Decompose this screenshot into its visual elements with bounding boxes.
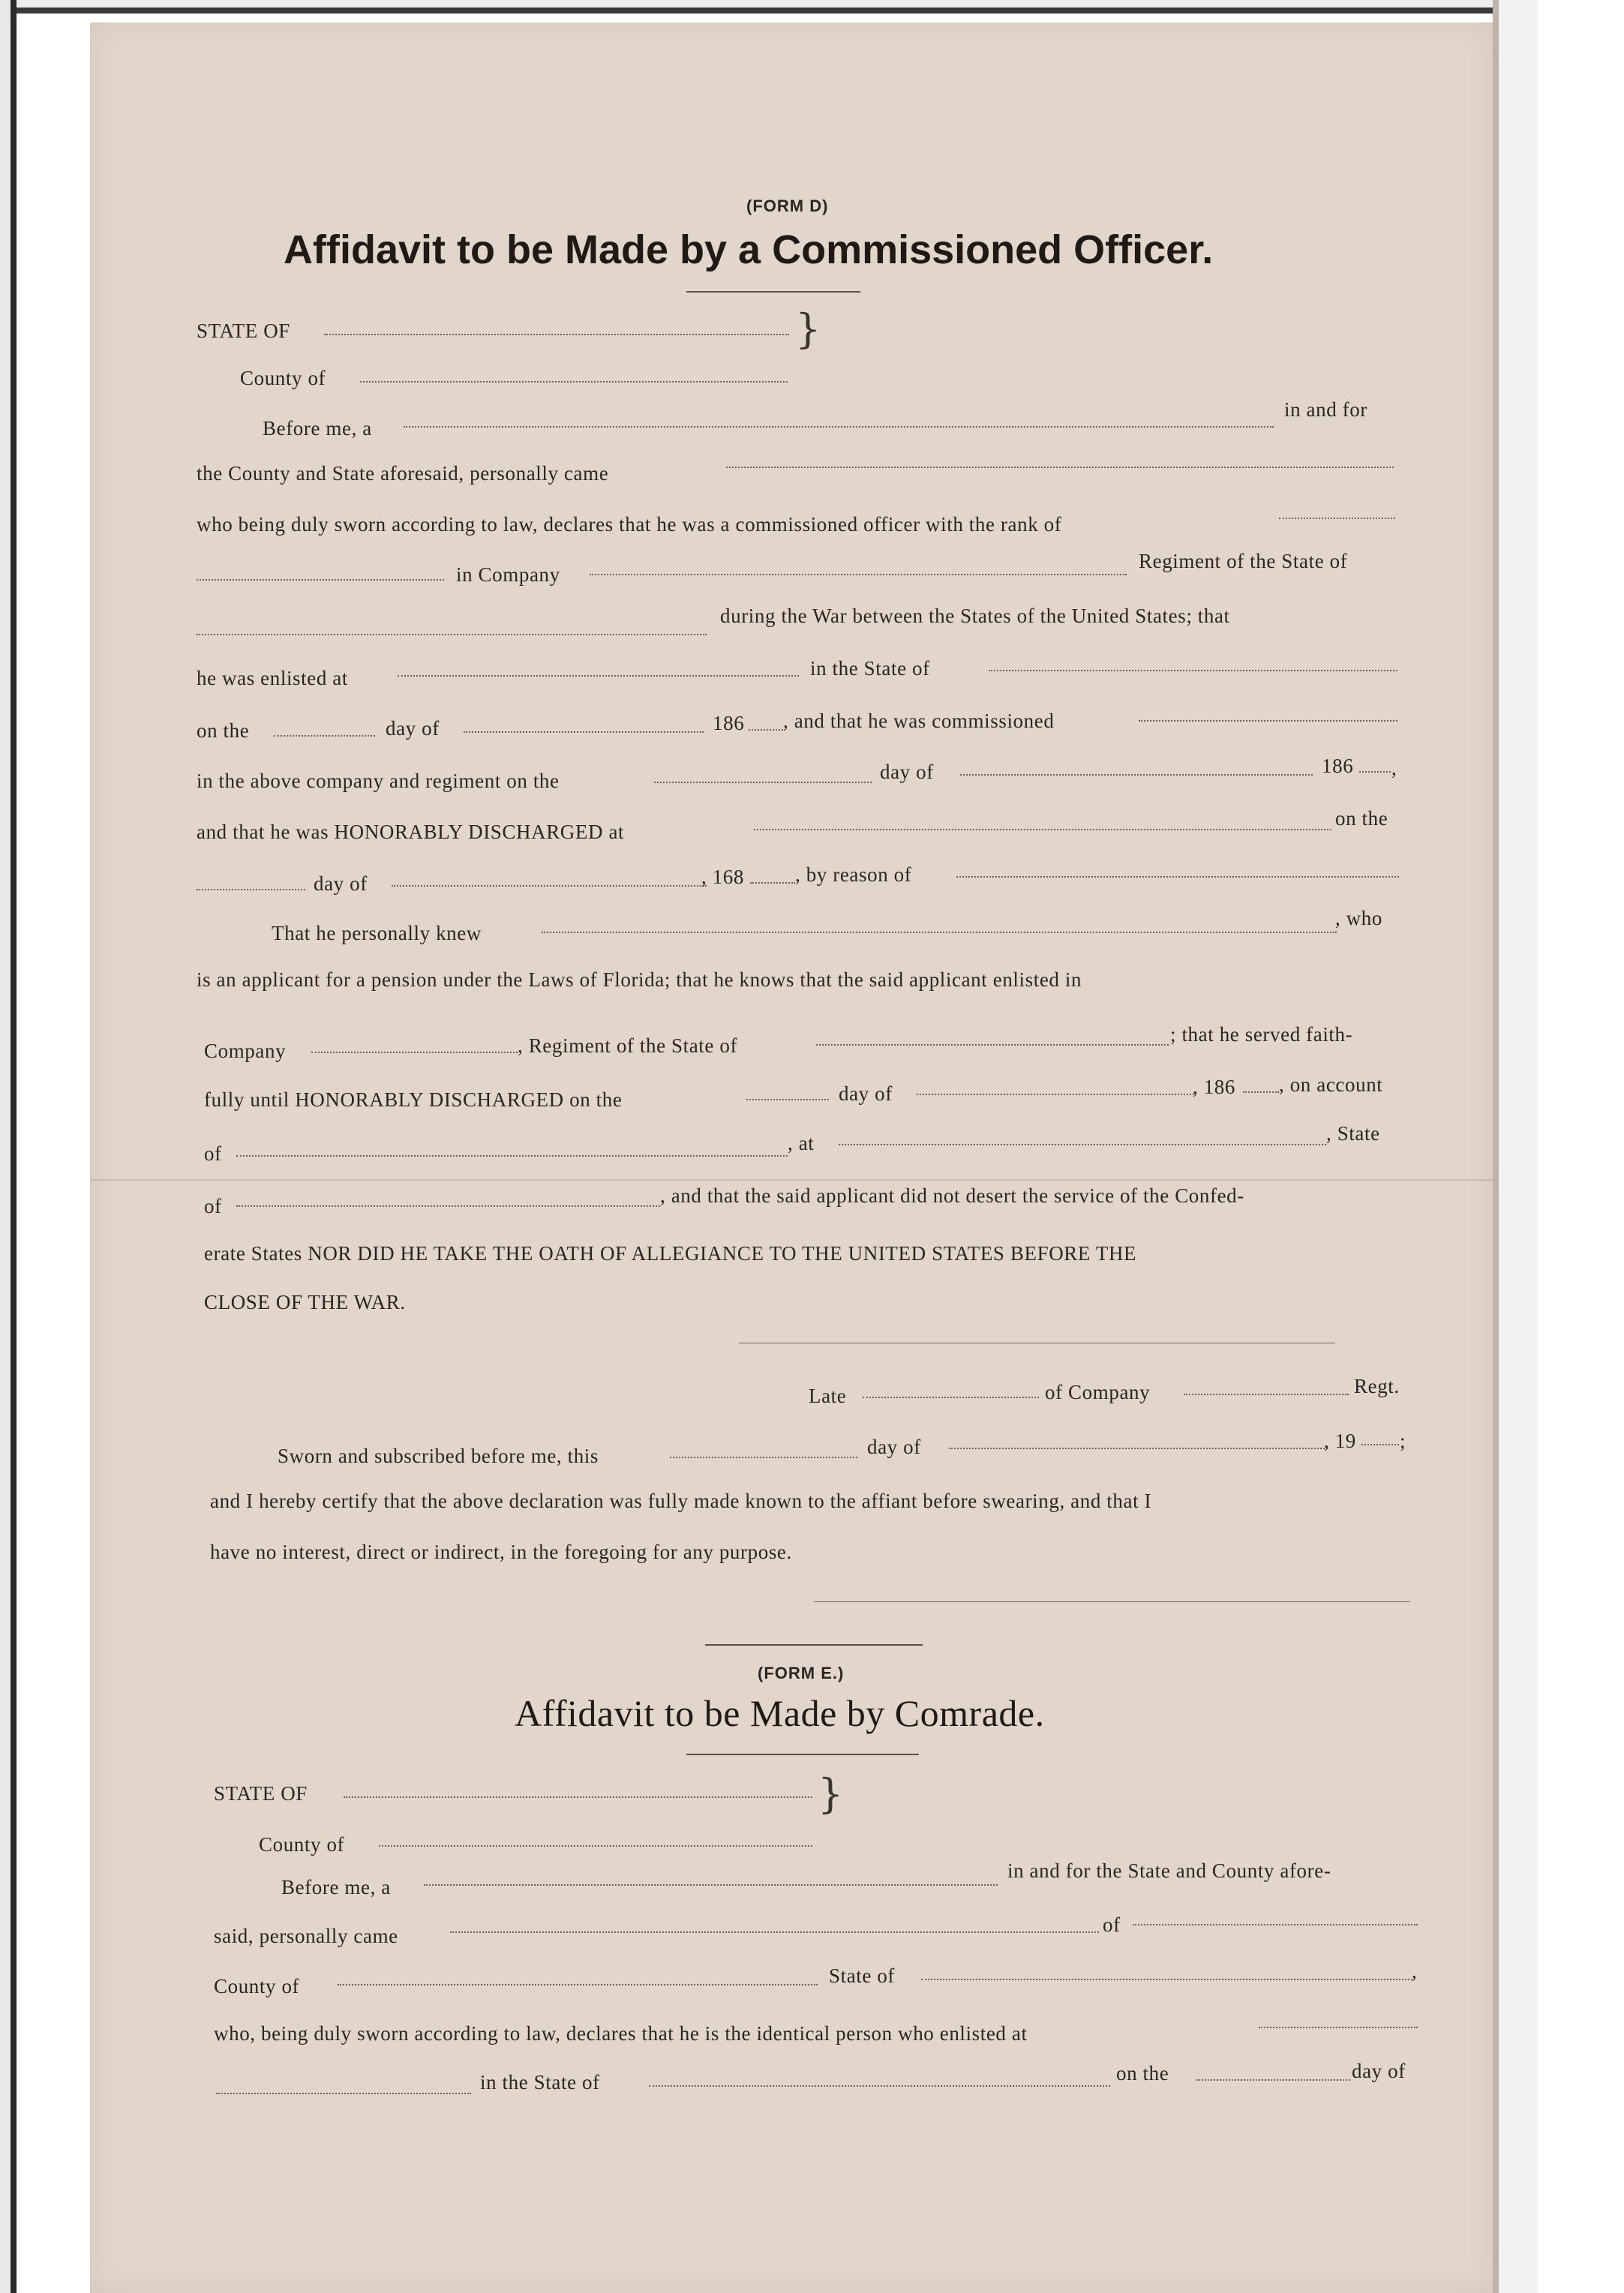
final-discharge-month-field[interactable] — [917, 1094, 1194, 1095]
sworn-year-field[interactable] — [1361, 1444, 1399, 1445]
discharge-month-field[interactable] — [392, 885, 707, 887]
rank-field[interactable] — [1279, 518, 1395, 519]
day-of-label-4: day of — [839, 1082, 893, 1105]
on-account-text: , on account — [1279, 1073, 1383, 1096]
form-e-on-the-label: on the — [1116, 2062, 1169, 2084]
state-field[interactable] — [324, 334, 789, 335]
enlist-month-field[interactable] — [464, 731, 704, 733]
enlist-day-field[interactable] — [274, 735, 375, 737]
served-faith-text: ; that he served faith- — [1170, 1023, 1353, 1046]
discharge-year-field[interactable] — [750, 882, 795, 884]
form-e-enlist-day-field[interactable] — [1196, 2079, 1350, 2081]
officer-signature-line[interactable] — [814, 1601, 1410, 1602]
affiant-name-field[interactable] — [726, 467, 1394, 468]
above-company-text: in the above company and regiment on the — [197, 770, 560, 792]
applicant-regiment-field[interactable] — [816, 1044, 1169, 1046]
year-19-label: , 19 — [1324, 1430, 1356, 1452]
late-rank-field[interactable] — [863, 1397, 1039, 1398]
day-of-label-5: day of — [867, 1436, 921, 1458]
applicant-name-field[interactable] — [542, 932, 1337, 933]
form-e-county-of-label-2: County of — [214, 1975, 300, 1997]
discharge-day-field[interactable] — [197, 889, 305, 890]
form-e-comrade-name-field[interactable] — [450, 1931, 1099, 1933]
enlisted-state-field[interactable] — [989, 670, 1397, 671]
late-company-field[interactable] — [1184, 1394, 1349, 1395]
county-field[interactable] — [360, 381, 788, 383]
no-interest-text: have no interest, direct or indirect, in the foregoing for any purpose. — [210, 1541, 792, 1563]
enlisted-at-label: he was enlisted at — [197, 667, 348, 689]
form-e-officer-title-field[interactable] — [424, 1884, 998, 1886]
discharge-place-field[interactable] — [839, 1144, 1326, 1145]
form-e-duly-sworn-text: who, being duly sworn according to law, declares that he is the identical person who enlisted at — [214, 2022, 1028, 2045]
state-name-field[interactable] — [236, 1205, 660, 1207]
discharged-at-field[interactable] — [754, 829, 1331, 830]
form-e-said-came-text: said, personally came — [214, 1925, 398, 1947]
close-of-war-text: CLOSE OF THE WAR. — [204, 1291, 406, 1313]
of-label-1: of — [204, 1142, 222, 1165]
certify-line-text: and I hereby certify that the above declaration was fully made known to the affiant before swearing, and that I — [210, 1490, 1152, 1512]
form-e-enlisted-place-field[interactable] — [216, 2093, 471, 2094]
commission-day-field[interactable] — [654, 782, 872, 783]
final-discharge-day-field[interactable] — [746, 1099, 829, 1100]
bracket-brace: } — [795, 305, 821, 353]
commissioned-text: , and that he was commissioned — [783, 710, 1055, 732]
document-sheet — [90, 23, 1493, 2293]
county-of-label: County of — [240, 367, 326, 389]
sworn-day-field[interactable] — [670, 1457, 857, 1458]
honorably-discharged-text: and that he was HONORABLY DISCHARGED at — [197, 821, 625, 843]
state-of-label: STATE OF — [197, 320, 290, 342]
year-186-label-2: 186 — [1322, 755, 1354, 777]
sworn-month-field[interactable] — [949, 1448, 1328, 1449]
form-e-enlisted-at-field[interactable] — [1259, 2027, 1418, 2028]
form-e-county-field-2[interactable] — [338, 1984, 818, 1985]
form-e-residence-field[interactable] — [1133, 1924, 1418, 1925]
form-e-in-and-for-text: in and for the State and County afore- — [1007, 1859, 1331, 1882]
scan-border-top — [0, 0, 1624, 14]
company-field[interactable] — [590, 574, 1127, 575]
form-e-comma-text: , — [1412, 1960, 1418, 1982]
year-186-label: 186 — [713, 712, 745, 734]
company-label: Company — [204, 1040, 287, 1062]
applicant-company-field[interactable] — [311, 1052, 518, 1053]
regiment-state-label: Regiment of the State of — [1139, 550, 1348, 572]
form-e-day-of-label: day of — [1352, 2060, 1406, 2082]
of-label-2: of — [204, 1195, 222, 1217]
fully-until-text: fully until HONORABLY DISCHARGED on the — [204, 1088, 623, 1111]
in-company-label: in Company — [456, 563, 560, 586]
year-186-label-3: , 186 — [1193, 1076, 1235, 1098]
rank-continued-field[interactable] — [197, 579, 444, 581]
sworn-subscribed-text: Sworn and subscribed before me, this — [278, 1445, 599, 1467]
of-company-label: of Company — [1045, 1381, 1151, 1403]
form-d-title: Affidavit to be Made by a Commissioned Officer. — [284, 227, 1214, 272]
form-e-county-field[interactable] — [379, 1845, 812, 1847]
form-e-state-of-label-2: State of — [829, 1964, 896, 1987]
at-label: , at — [788, 1132, 815, 1154]
form-e-of-label: of — [1103, 1913, 1121, 1936]
scan-border-left — [0, 0, 17, 2293]
commission-field[interactable] — [1139, 720, 1397, 722]
on-account-of-field[interactable] — [236, 1155, 788, 1157]
late-label: Late — [809, 1385, 847, 1407]
form-d-label: (FORM D) — [746, 197, 829, 215]
personally-knew-text: That he personally knew — [272, 922, 482, 944]
applicant-line-text: is an applicant for a pension under the Laws of Florida; that he knows that the said applicant enlisted in — [197, 968, 1082, 991]
erate-states-text: erate States NOR DID HE TAKE THE OATH OF ALLEGIANCE TO THE UNITED STATES BEFORE THE — [204, 1242, 1137, 1265]
form-e-title: Affidavit to be Made by Comrade. — [515, 1692, 1045, 1734]
scan-border-right — [1493, 0, 1624, 2293]
county-state-came-text: the County and State aforesaid, personally came — [197, 462, 609, 485]
on-the-label: on the — [197, 719, 250, 742]
final-discharge-year-field[interactable] — [1243, 1091, 1279, 1093]
form-e-bracket-brace: } — [818, 1770, 844, 1817]
form-e-top-rule — [705, 1644, 923, 1646]
commission-year-field[interactable] — [1359, 771, 1391, 773]
form-e-state-field[interactable] — [344, 1796, 812, 1798]
form-e-state-field-2[interactable] — [921, 1979, 1412, 1980]
state-text: , State — [1326, 1122, 1380, 1145]
commission-month-field[interactable] — [960, 774, 1313, 776]
semicolon-text: ; — [1400, 1430, 1406, 1452]
regt-label: Regt. — [1354, 1375, 1400, 1397]
during-war-text: during the War between the States of the United States; that — [720, 605, 1230, 627]
not-desert-text: , and that the said applicant did not desert the service of the Confed- — [660, 1184, 1244, 1207]
day-of-label-2: day of — [880, 761, 934, 783]
form-e-in-state-of-label: in the State of — [480, 2071, 600, 2093]
day-of-label-3: day of — [314, 872, 368, 895]
form-e-state-of-label: STATE OF — [214, 1782, 308, 1805]
duly-sworn-text: who being duly sworn according to law, declares that he was a commissioned officer with the rank of — [197, 513, 1062, 536]
state-regiment-field[interactable] — [197, 634, 707, 635]
title-rule — [686, 291, 860, 293]
form-e-enlisted-state-field[interactable] — [649, 2085, 1110, 2087]
year-168-label: , 168 — [701, 866, 744, 888]
regiment-state-label-2: , Regiment of the State of — [518, 1034, 738, 1057]
form-e-label: (FORM E.) — [758, 1664, 845, 1682]
by-reason-of-label: , by reason of — [795, 863, 912, 886]
before-me-label: Before me, a — [263, 417, 372, 440]
enlist-year-field[interactable] — [749, 729, 783, 731]
on-the-label-2: on the — [1335, 807, 1388, 830]
in-state-of-label: in the State of — [810, 657, 930, 680]
enlisted-at-field[interactable] — [398, 675, 799, 677]
who-text: , who — [1335, 907, 1382, 929]
form-e-county-of-label: County of — [259, 1833, 345, 1856]
comma-text: , — [1391, 757, 1397, 779]
officer-title-field[interactable] — [404, 426, 1274, 428]
paper-fold — [90, 1179, 1493, 1181]
form-e-before-me-label: Before me, a — [281, 1876, 391, 1898]
in-and-for-text: in and for — [1284, 398, 1367, 421]
form-e-title-rule — [686, 1754, 919, 1755]
reason-field[interactable] — [956, 876, 1399, 878]
day-of-label: day of — [386, 717, 440, 740]
